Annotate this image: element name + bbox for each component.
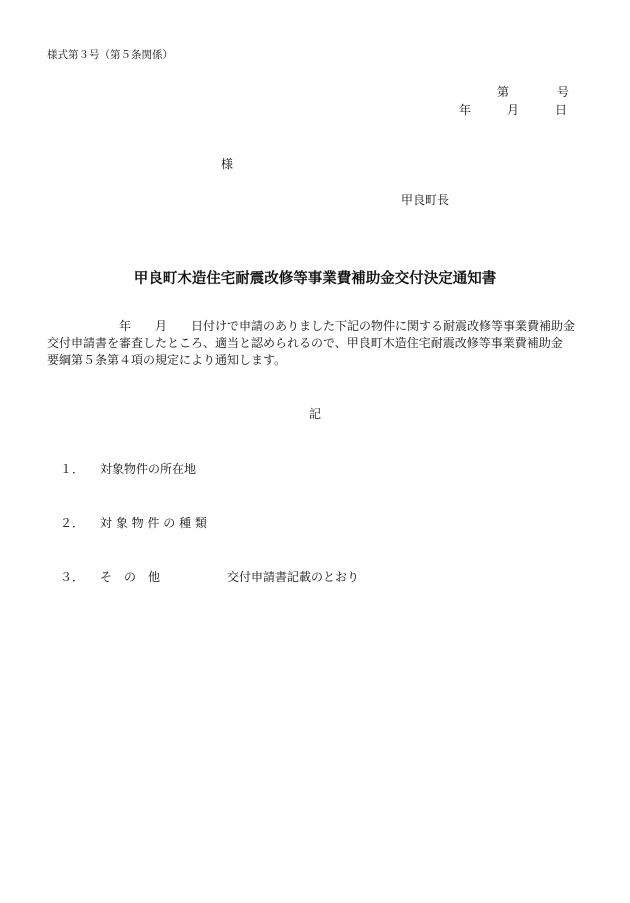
item-number: ２． xyxy=(60,516,85,530)
document-title: 甲良町木造住宅耐震改修等事業費補助金交付決定通知書 xyxy=(133,270,497,287)
body-paragraph xyxy=(47,318,587,369)
item-number: ３． xyxy=(60,570,85,584)
form-number: 様式第３号（第５条関係） xyxy=(47,49,173,61)
document-number-line: 第 号 xyxy=(497,85,570,99)
body-line: 年 月 日付けで申請のありました下記の物件に関する耐震改修等事業費補助金 xyxy=(47,319,576,333)
item-number: １． xyxy=(60,462,85,476)
sender: 甲良町長 xyxy=(401,193,450,207)
addressee: 様 xyxy=(221,157,234,171)
item-label: 対 象 物 件 の 種 類 xyxy=(100,516,207,530)
date-line: 年 月 日 xyxy=(459,103,568,117)
item-value: 交付申請書記載のとおり xyxy=(227,570,360,584)
item-label: そ の 他 xyxy=(100,570,161,584)
body-line: 交付申請書を審査したところ、適当と認められるので、甲良町木造住宅耐震改修等事業費補助金 xyxy=(47,336,563,350)
ki-heading: 記 xyxy=(308,407,321,421)
body-line: 要綱第５条第４項の規定により通知します。 xyxy=(47,353,287,367)
item-label: 対象物件の所在地 xyxy=(100,462,197,476)
